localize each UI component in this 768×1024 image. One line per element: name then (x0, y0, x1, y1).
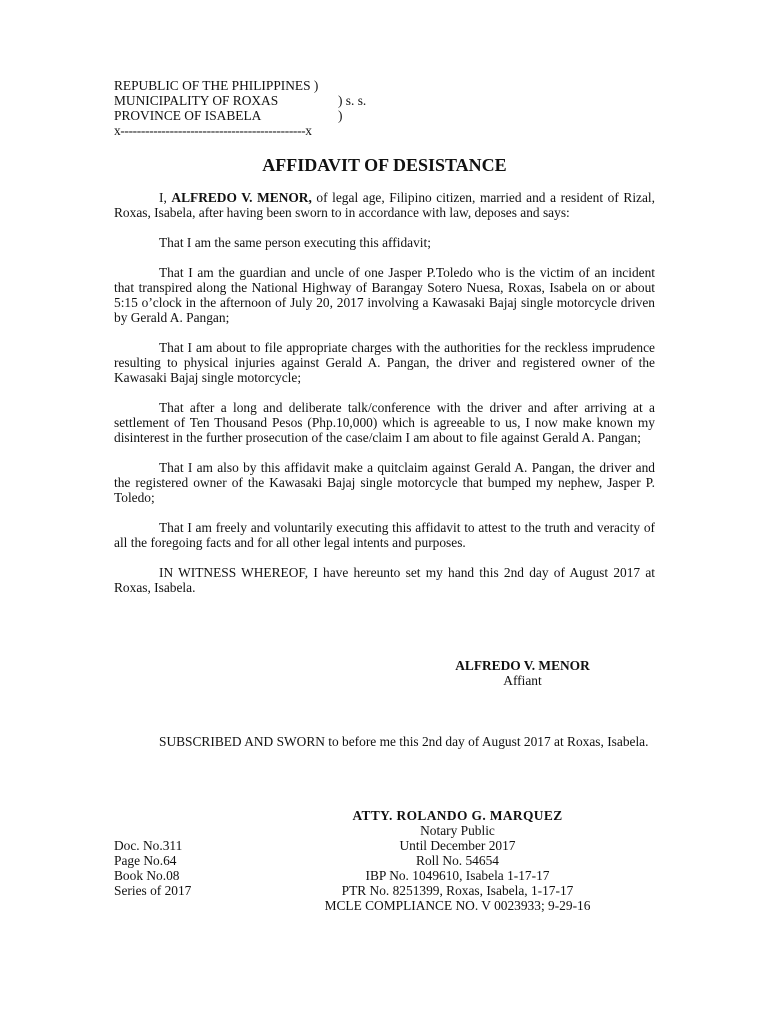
venue-province-text: PROVINCE OF ISABELA (114, 108, 262, 123)
notary-title: Notary Public (420, 823, 495, 838)
notary-ptr: PTR No. 8251399, Roxas, Isabela, 1-17-17 (341, 883, 574, 898)
paragraph-2: That I am the guardian and uncle of one Jasper P.Toledo who is the victim of an incident that transpired along the National Highway of Barangay Sotero Nuesa, Roxas, Isabela on or about 5:15 o’clock in the afternoon of July 20, 2017 involving a Kawasaki Bajaj single motorcycle driven by Gerald A. Pangan; (114, 265, 655, 325)
venue-republic-text: REPUBLIC OF THE PHILIPPINES ) (114, 78, 319, 93)
paragraph-4: That after a long and deliberate talk/conference with the driver and after arriving at a settlement of Ten Thousand Pesos (Php.10,000) which is agreeable to us, I now make known my disinterest in the further prosecution of the case/claim I am about to file against Gerald A. Pangan; (114, 400, 655, 445)
paragraph-6: That I am freely and voluntarily executing this affidavit to attest to the truth and veracity of all the foregoing facts and for all other legal intents and purposes. (114, 520, 655, 550)
notary-mcle: MCLE COMPLIANCE NO. V 0023933; 9-29-16 (324, 898, 591, 913)
venue-municipality-text: MUNICIPALITY OF ROXAS (114, 93, 279, 108)
intro-text: of legal age, Filipino citizen, married and a resident of Rizal, Roxas, Isabela, after having been sworn to in accordance with law, deposes and says: (114, 190, 655, 220)
affidavit-body (114, 190, 655, 610)
notary-roll: Roll No. 54654 (416, 853, 499, 868)
venue-republic (114, 78, 318, 93)
paragraph-5: That I am also by this affidavit make a quitclaim against Gerald A. Pangan, the driver and the registered owner of the Kawasaki Bajaj single motorcycle that bumped my nephew, Jasper P. Toledo; (114, 460, 655, 505)
venue-province-paren: ) (338, 108, 343, 123)
intro-paragraph (114, 190, 655, 220)
venue-ss: ) s. s. (338, 93, 367, 108)
affiant-name: ALFREDO V. MENOR (455, 658, 590, 673)
venue-municipality (114, 93, 367, 108)
paragraph-3: That I am about to file appropriate charges with the authorities for the reckless imprudence resulting to physical injuries against Gerald A. Pangan, the driver and registered owner of the Kawasaki Bajaj single motorcycle; (114, 340, 655, 385)
doc-number: Doc. No.311 (114, 838, 183, 853)
venue-block (114, 78, 367, 138)
notary-until: Until December 2017 (399, 838, 516, 853)
book-number: Book No.08 (114, 868, 180, 883)
document-title: AFFIDAVIT OF DESISTANCE (262, 155, 507, 175)
venue-separator: x---------------------------------------------x (114, 123, 312, 138)
intro-affiant-name: ALFREDO V. MENOR, (171, 190, 312, 205)
intro-prefix: I, (159, 190, 172, 205)
notary-ibp: IBP No. 1049610, Isabela 1-17-17 (365, 868, 550, 883)
jurat-paragraph: SUBSCRIBED AND SWORN to before me this 2nd day of August 2017 at Roxas, Isabela. (159, 734, 649, 749)
notary-name: ATTY. ROLANDO G. MARQUEZ (352, 808, 563, 823)
paragraph-1: That I am the same person executing this affidavit; (159, 235, 431, 250)
affiant-role: Affiant (503, 673, 542, 688)
series-year: Series of 2017 (114, 883, 192, 898)
page-number: Page No.64 (114, 853, 177, 868)
venue-province (114, 108, 343, 123)
paragraph-witness: IN WITNESS WHEREOF, I have hereunto set my hand this 2nd day of August 2017 at Roxas, Isabela. (114, 565, 655, 595)
notary-block (305, 808, 610, 913)
doc-info-block (114, 838, 191, 898)
affiant-signature-block (400, 658, 645, 688)
